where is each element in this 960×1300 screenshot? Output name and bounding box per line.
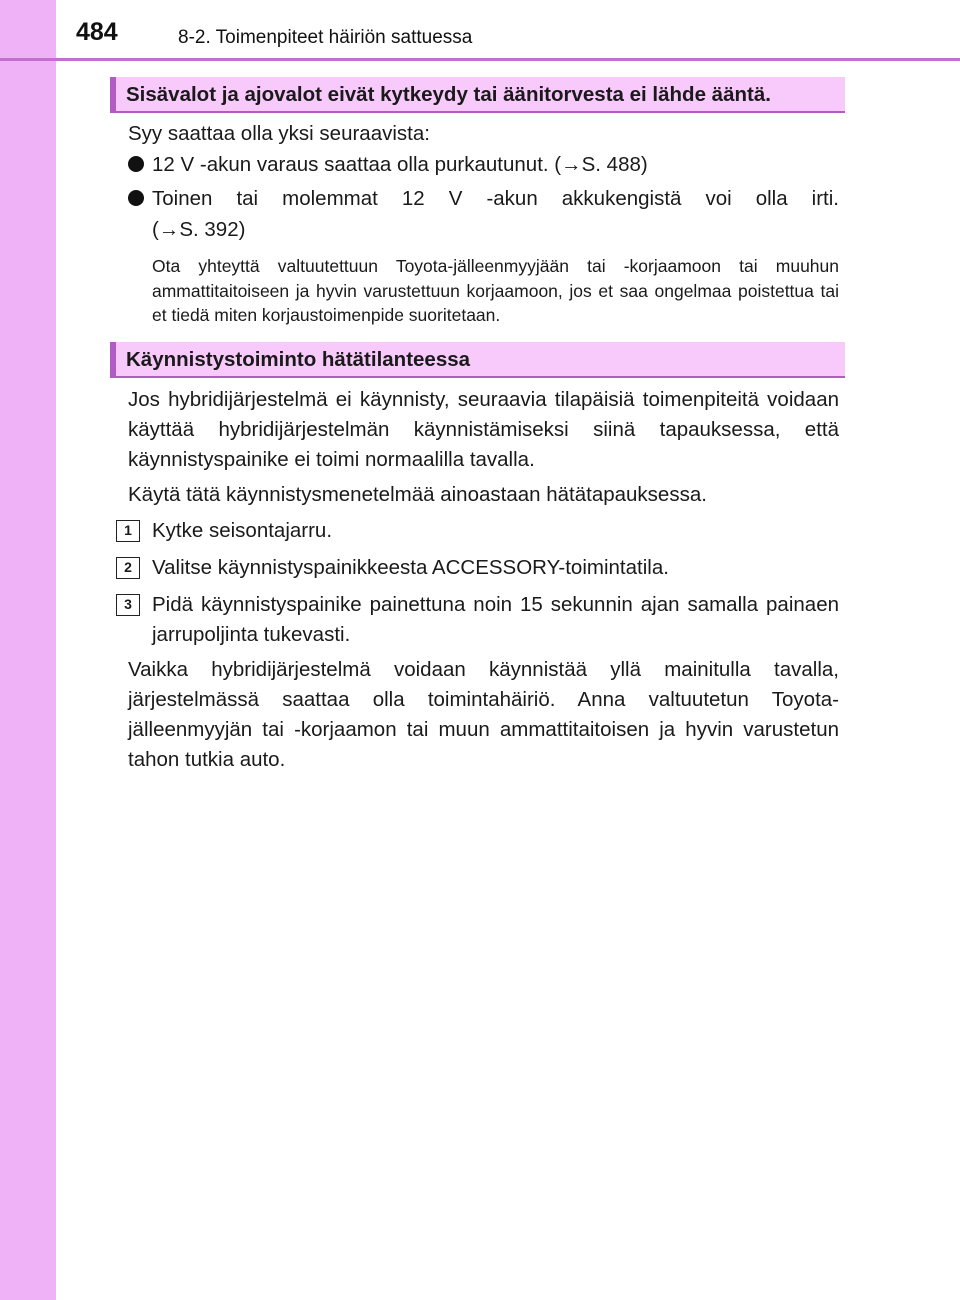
side-color-band bbox=[0, 0, 56, 1300]
step-text: Valitse käynnistyspainikkeesta ACCESSORY-toimintatila. bbox=[152, 556, 669, 579]
step-item bbox=[116, 516, 839, 546]
step-item bbox=[116, 590, 839, 650]
intro-text: Syy saattaa olla yksi seuraavista: bbox=[128, 122, 430, 145]
chapter-title: 8-2. Toimenpiteet häiriön sattuessa bbox=[178, 27, 473, 48]
note-text: Ota yhteyttä valtuutettuun Toyota-jälleenmyyjään tai -korjaamoon tai muuhun ammattitaitoiseen ja hyvin varustettuun korjaamoon, jos et saa ongelmaa poistettua tai et tiedä miten korjaustoimenpide suoritetaan. bbox=[152, 256, 839, 325]
bullet-text-continued: (→S. 392) bbox=[152, 218, 246, 241]
bullet-dot-icon bbox=[128, 190, 144, 206]
bullet-text: Toinen tai molemmat 12 V -akun akkukengistä voi olla irti. bbox=[152, 187, 839, 210]
bullet-item bbox=[128, 183, 839, 245]
step-number: 3 bbox=[116, 594, 140, 616]
step-number: 1 bbox=[116, 520, 140, 542]
section-heading-emergency-start: Käynnistystoiminto hätätilanteessa bbox=[110, 342, 845, 378]
page-number: 484 bbox=[76, 18, 118, 46]
section-heading-lights: Sisävalot ja ajovalot eivät kytkeydy tai äänitorvesta ei lähde ääntä. bbox=[110, 77, 845, 113]
paragraph: Käytä tätä käynnistysmenetelmää ainoastaan hätätapauksessa. bbox=[128, 483, 707, 506]
bullet-item bbox=[128, 149, 839, 180]
step-number: 2 bbox=[116, 557, 140, 579]
bullet-text: 12 V -akun varaus saattaa olla purkautunut. (→S. 488) bbox=[152, 153, 648, 176]
bullet-dot-icon bbox=[128, 156, 144, 172]
step-item bbox=[116, 553, 839, 583]
header-divider bbox=[0, 58, 960, 61]
paragraph: Vaikka hybridijärjestelmä voidaan käynnistää yllä mainitulla tavalla, järjestelmässä saattaa olla toimintahäiriö. Anna valtuutetun Toyota-jälleenmyyjän tai -korjaamon tai muun ammattitaitoisen ja hyvin varustetun tahon tutkia auto. bbox=[128, 658, 839, 771]
step-text: Pidä käynnistyspainike painettuna noin 15 sekunnin ajan samalla painaen jarrupoljinta tukevasti. bbox=[152, 593, 839, 646]
step-text: Kytke seisontajarru. bbox=[152, 519, 333, 542]
paragraph: Jos hybridijärjestelmä ei käynnisty, seuraavia tilapäisiä toimenpiteitä voidaan käyttää hybridijärjestelmän käynnistämiseksi siinä tapauksessa, että käynnistyspainike ei toimi normaalilla tavalla. bbox=[128, 388, 839, 471]
